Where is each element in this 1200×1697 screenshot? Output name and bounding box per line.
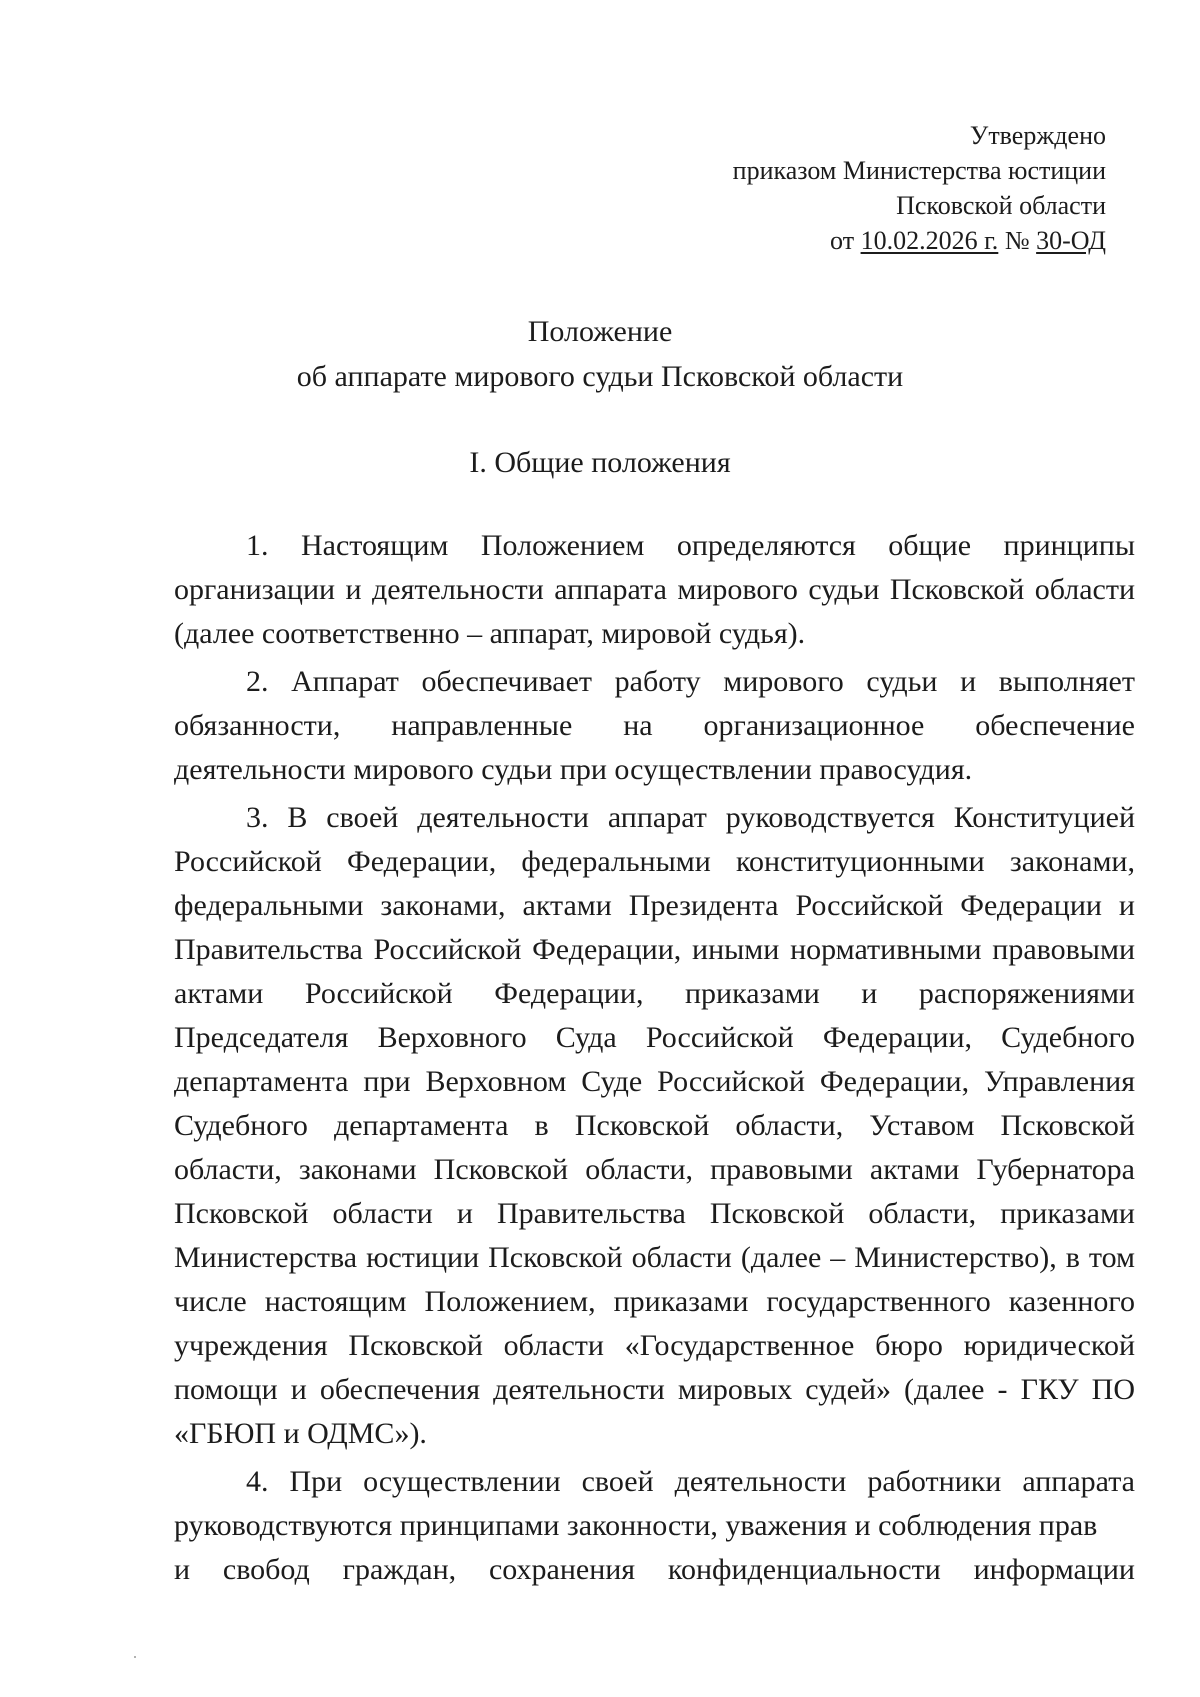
section-heading: I. Общие положения [469,446,731,479]
document-title [0,309,1200,399]
approval-number: 30-ОД [1036,226,1106,255]
paragraph-4-continuation [174,1548,1135,1592]
title-line-2: об аппарате мирового судьи Псковской области [296,360,904,393]
approval-from-prefix: от [830,226,855,255]
continuation-word: и [174,1553,191,1586]
paragraph-4: 4. При осуществлении своей деятельности работники аппарата руководствуются принципами законности, уважения и соблюдения прав [174,1465,1135,1542]
paragraph-1: 1. Настоящим Положением определяются общие принципы организации и деятельности аппарата мирового судьи Псковской области (далее соответственно – аппарат, мировой судья). [174,529,1135,650]
continuation-word: информации [973,1553,1135,1586]
approval-stamp [733,118,1106,258]
approval-date-line [733,223,1106,258]
approval-line-2: приказом Министерства юстиции [732,156,1106,185]
approval-line-3: Псковской области [896,191,1106,220]
continuation-word: свобод [222,1553,310,1586]
approval-number-sign: № [1004,226,1030,255]
title-line-1: Положение [527,315,673,348]
continuation-word: граждан, [342,1553,457,1586]
paragraph-2: 2. Аппарат обеспечивает работу мирового судьи и выполняет обязанности, направленные на организационное обеспечение деятельности мирового судьи при осуществлении правосудия. [174,665,1135,786]
approval-date: 10.02.2026 г. [860,226,999,255]
continuation-word: конфиденциальности [667,1553,941,1586]
continuation-word: сохранения [488,1553,636,1586]
approval-line-1: Утверждено [969,121,1106,150]
paragraph-3: 3. В своей деятельности аппарат руководствуется Конституцией Российской Федерации, федеральными конституционными законами, федеральными законами, актами Президента Российской Федерации и Правительства Российской Федерации, иными нормативными правовыми актами Российской Федерации, приказами и распоряжениями Председателя Верховного Суда Российской Федерации, Судебного департамента при Верховном Суде Российской Федерации, Управления Судебного департамента в Псковской области, Уставом Псковской области, законами Псковской области, правовыми актами Губернатора Псковской области и Правительства Псковской области, приказами Министерства юстиции Псковской области (далее – Министерство), в том числе настоящим Положением, приказами государственного казенного учреждения Псковской области «Государственное бюро юридической помощи и обеспечения деятельности мировых судей» (далее - ГКУ ПО «ГБЮП и ОДМС»). [174,801,1135,1450]
scan-speck [134,1656,136,1658]
document-body [174,524,1135,1592]
